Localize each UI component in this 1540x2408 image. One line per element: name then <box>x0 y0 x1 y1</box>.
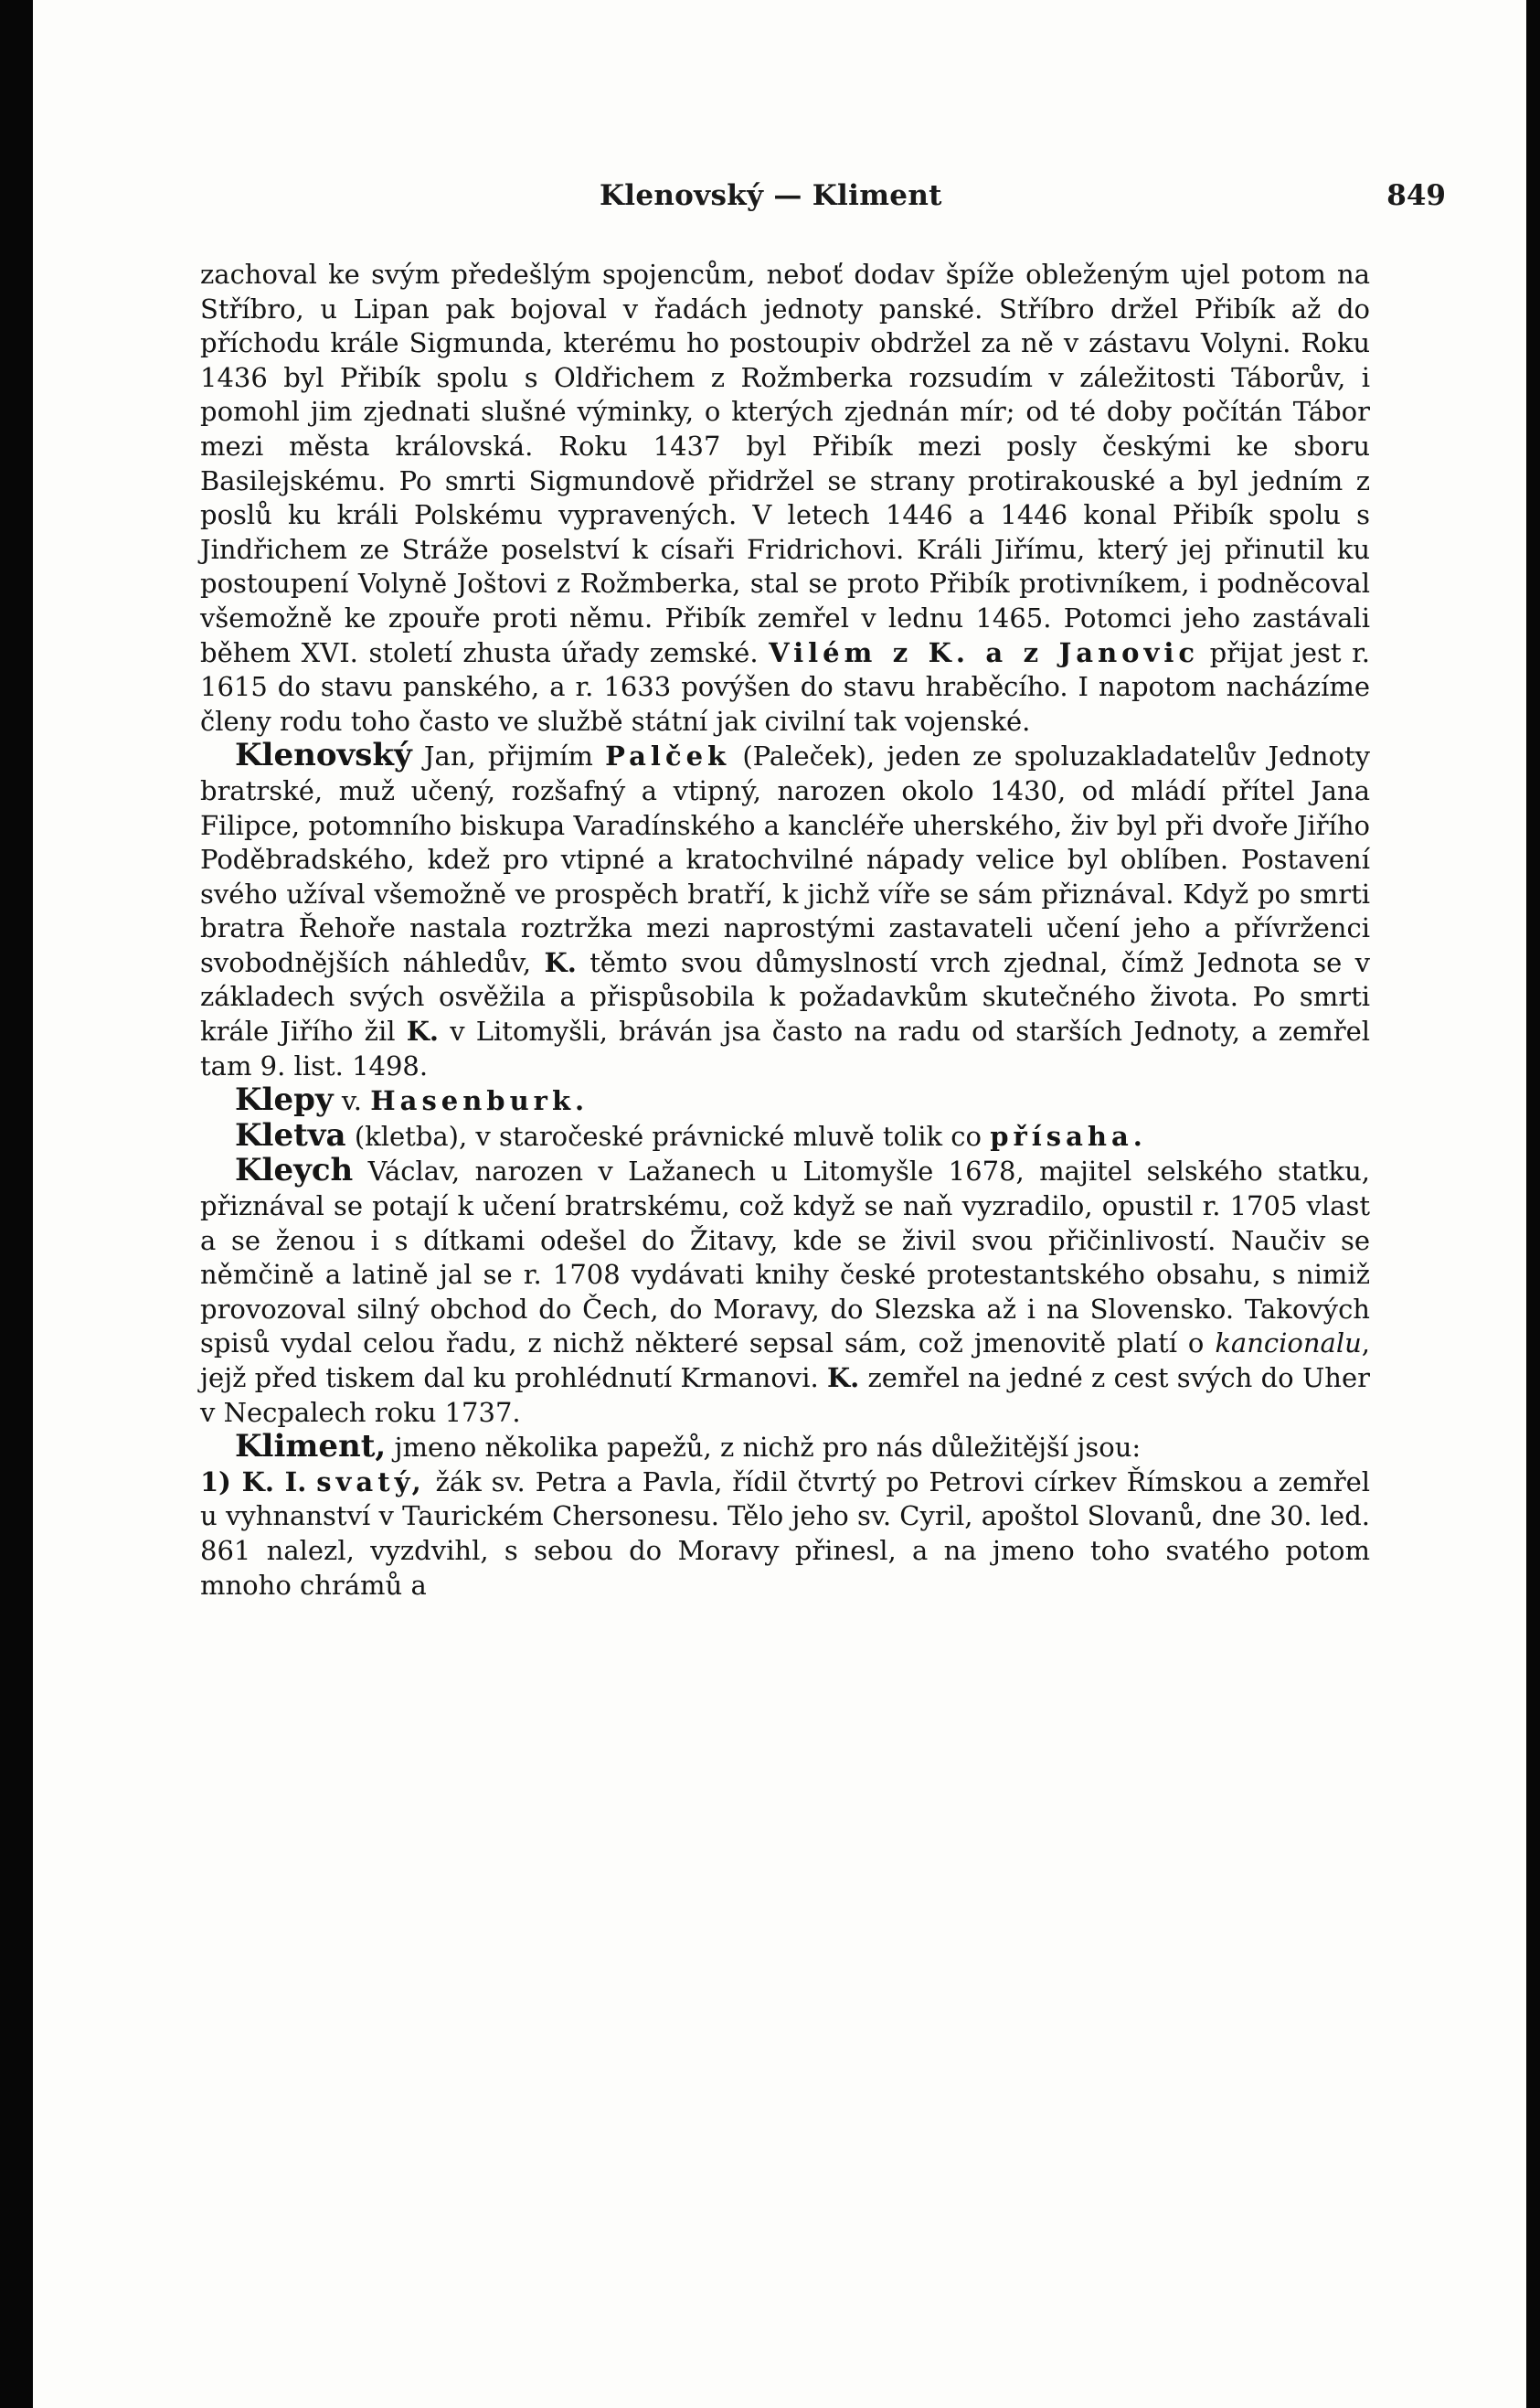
entry-text: těmto svou důmyslností vrch zjednal, čímž Jednota se v základech svých osvěžila a přispůsobila k požadavkům skutečného života. Po smrti krále Jiřího žil <box>200 946 1371 1048</box>
abbreviation: K. <box>826 1362 860 1393</box>
headword: Klepy <box>235 1081 334 1119</box>
entry-text: Jan, přijmím <box>423 741 593 772</box>
nickname: Palček <box>605 741 731 772</box>
entry-klenovsky-jan <box>200 739 1370 1083</box>
entry-text: v. <box>341 1085 363 1117</box>
entry-text: Václav, narozen v Lažanech u Litomyšle 1678, majitel selského statku, přiznával se potají k učení bratrskému, což když se naň vyzradilo, opustil r. 1705 vlast a se ženou i s dítkami odešel do Žitavy, kde se živil svou přičinlivostí. Naučiv se němčině a latině jal se r. 1708 vydávati knihy české protestantského obsahu, s nimiž provozoval silný obchod do Čech, do Moravy, do Slezska až i na Slovensko. Takových spisů vydal celou řadu, z nichž některé sepsal sám, což jmenovitě platí o <box>200 1156 1370 1359</box>
headword: Klenovský <box>235 737 412 774</box>
entry-text: , jejž před tiskem dal ku prohlédnutí Krmanovi. <box>200 1327 1371 1393</box>
text-body <box>200 258 1370 1603</box>
cross-reference: Hasenburk. <box>370 1085 589 1117</box>
paragraph-pribik-continuation <box>200 258 1370 739</box>
book-page <box>33 0 1526 2408</box>
entry-kleych <box>200 1154 1370 1430</box>
abbreviation: K. <box>406 1016 440 1048</box>
page-header <box>33 179 1526 216</box>
page-number: 849 <box>1386 179 1446 212</box>
headword: Kleych <box>235 1152 354 1189</box>
entry-text: zemřel na jedné z cest svých do Uher v Necpalech roku 1737. <box>200 1362 1371 1428</box>
entry-text: v Litomyšli, bráván jsa často na radu od starších Jednoty, a zemřel tam 9. list. 1498. <box>200 1016 1371 1081</box>
entry-text: (Paleček), jeden ze spoluzakladatelův Jednoty bratrské, muž učený, rozšafný a vtipný, narozen okolo 1430, od mládí přítel Jana Filipce, potomního biskupa Varadínského a kancléře uherského, živ byl při dvoře Jiřího Poděbradského, kdež pro vtipné a kratochvilné nápady velice byl oblíben. Postavení svého užíval všemožně ve prospěch bratří, k jichž víře se sám přiznával. Když po smrti bratra Řehoře nastala roztržka mezi naprostými zastavateli učení jeho a přívrženci svobodnějších náhledův, <box>200 741 1371 978</box>
person-name: Vilém z K. a z Janovic <box>769 636 1200 668</box>
entry-klepy <box>200 1083 1370 1119</box>
entry-kliment <box>200 1430 1370 1603</box>
headword: Kletva <box>235 1116 346 1154</box>
paragraph-text: zachoval ke svým předešlým spojencům, neboť dodav špíže obleženým ujel potom na Stříbro, u Lipan pak bojoval v řadách jednoty panské. Stříbro držel Přibík až do příchodu krále Sigmunda, kterému ho postoupiv obdržel za ně v zástavu Volyni. Roku 1436 byl Přibík spolu s Oldřichem z Rožmberka rozsudím v záležitosti Táborův, i pomohl jim zjednati slušné výminky, o kterých zjednán mír; od té doby počítán Tábor mezi města královská. Roku 1437 byl Přibík mezi posly českými ke sboru Basilejskému. Po smrti Sigmundově přidržel se strany protirakouské a byl jedním z poslů ku králi Polskému vypravených. V letech 1446 a 1446 konal Přibík spolu s Jindřichem ze Stráže poselství k císaři Fridrichovi. Králi Jiřímu, který jej přinutil ku postoupení Volyně Joštovi z Rožmberka, stal se proto Přibík protivníkem, i podněcoval všemožně ke zpouře proti němu. Přibík zemřel v lednu 1465. Potomci jeho zastávali během XVI. století zhusta úřady zemské. <box>200 259 1370 668</box>
abbreviation: K. <box>544 946 577 978</box>
numbered-subentry: 1) K. I. <box>200 1465 307 1497</box>
epithet: svatý, <box>316 1465 426 1497</box>
cross-reference: přísaha. <box>990 1120 1147 1152</box>
paragraph-text: přijat jest r. 1615 do stavu panského, a r. 1633 povýšen do stavu hraběcího. I napotom nacházíme členy rodu toho často ve službě státní jak civilní tak vojenské. <box>200 636 1370 737</box>
book-title: kancionalu <box>1215 1327 1362 1359</box>
entry-text: (kletba), v staročeské právnické mluvě tolik co <box>354 1120 982 1152</box>
headword: Kliment, <box>235 1428 387 1465</box>
running-head: Klenovský — Kliment <box>600 179 942 212</box>
entry-text: jmeno několika papežů, z nichž pro nás důležitější jsou: <box>394 1432 1142 1464</box>
entry-kletva <box>200 1116 1370 1155</box>
entry-text: žák sv. Petra a Pavla, řídil čtvrtý po Petrovi církev Římskou a zemřel u vyhnanství v Taurickém Chersonesu. Tělo jeho sv. Cyril, apoštol Slovanů, dne 30. led. 861 nalezl, vyzdvihl, s sebou do Moravy přinesl, a na jmeno toho svatého potom mnoho chrámů a <box>200 1465 1371 1601</box>
